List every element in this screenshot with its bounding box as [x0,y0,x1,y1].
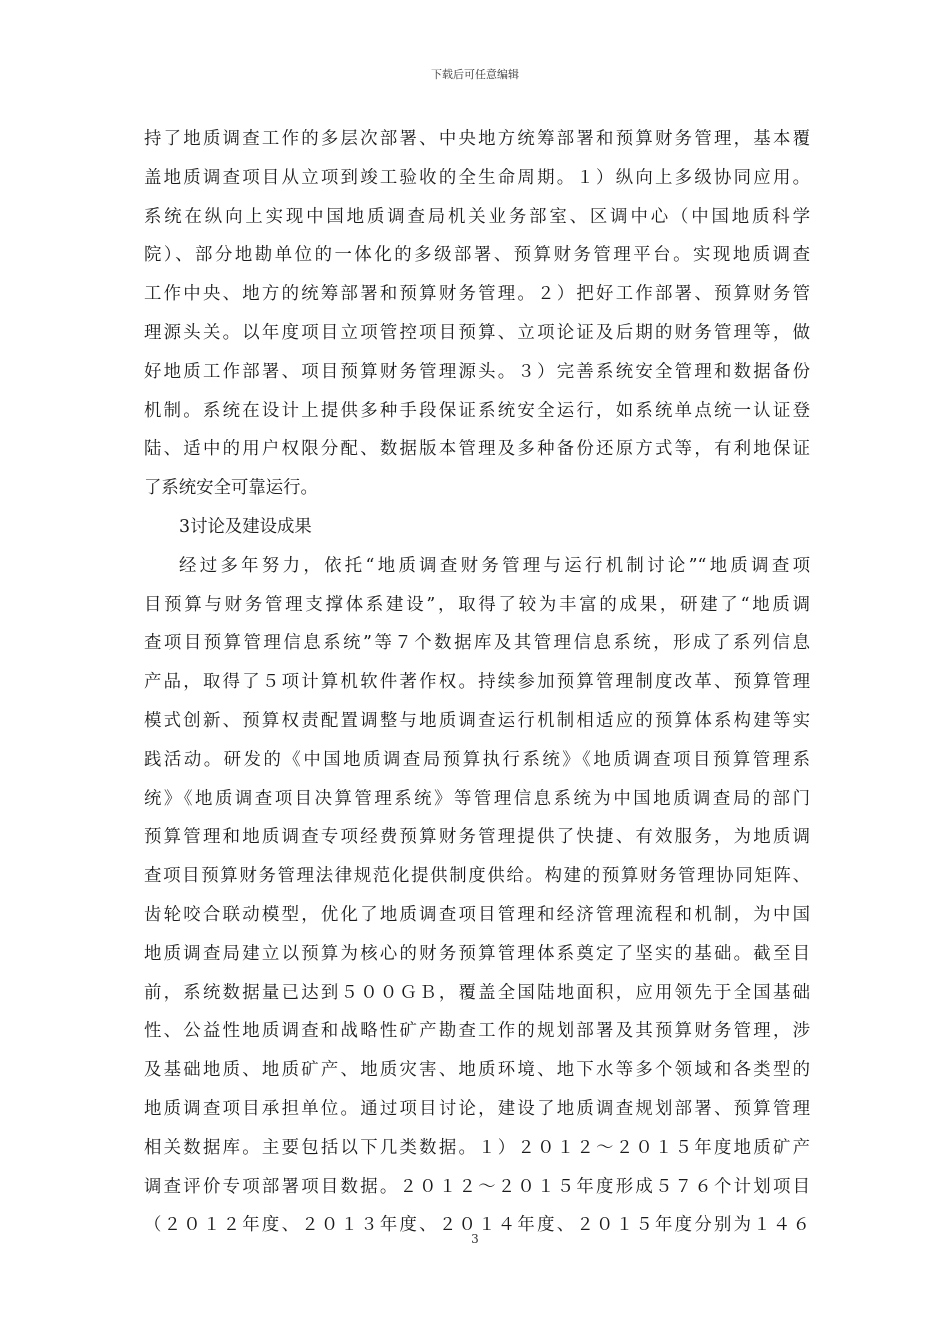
text-line: （２０１２年度、２０１３年度、２０１４年度、２０１５年度分别为１４６ [144,1215,810,1236]
text-line: 齿轮咬合联动模型，优化了地质调查项目管理和经济管理流程和机制，为中国 [144,904,810,925]
text-line: 机制。系统在设计上提供多种手段保证系统安全运行，如系统单点统一认证登 [144,400,810,421]
text-line: 工作中央、地方的统筹部署和预算财务管理。２）把好工作部署、预算财务管 [144,284,810,305]
text-line: 查项目预算管理信息系统”等７个数据库及其管理信息系统，形成了系列信息 [144,633,810,654]
text-line: 好地质工作部署、项目预算财务管理源头。３）完善系统安全管理和数据备份 [144,361,810,382]
text-line: 目预算与财务管理支撑体系建设”，取得了较为丰富的成果，研建了“地质调 [144,594,810,615]
text-line: 相关数据库。主要包括以下几类数据。１）２０１２～２０１５年度地质矿产 [144,1137,810,1158]
text-line: 性、公益性地质调查和战略性矿产勘查工作的规划部署及其预算财务管理，涉 [144,1021,810,1042]
text-line: 产品，取得了５项计算机软件著作权。持续参加预算管理制度改革、预算管理 [144,672,810,693]
text-line: 持了地质调查工作的多层次部署、中央地方统筹部署和预算财务管理，基本覆 [144,129,810,149]
section-heading: 3讨论及建设成果 [179,516,312,537]
paragraph-first-line: 经过多年努力，依托“地质调查财务管理与运行机制讨论”“地质调查项 [179,555,810,576]
text-line: 调查评价专项部署项目数据。２０１２～２０１５年度形成５７６个计划项目 [144,1176,810,1197]
text-line: 盖地质调查项目从立项到竣工验收的全生命周期。１）纵向上多级协同应用。 [144,167,810,188]
text-line: 院）、部分地勘单位的一体化的多级部署、预算财务管理平台。实现地质调查 [144,245,810,266]
text-line: 查项目预算财务管理法律规范化提供制度供给。构建的预算财务管理协同矩阵、 [144,866,810,887]
text-line: 系统在纵向上实现中国地质调查局机关业务部室、区调中心（中国地质科学 [144,206,810,227]
text-line: 预算管理和地质调查专项经费预算财务管理提供了快捷、有效服务，为地质调 [144,827,810,848]
page-number: 3 [471,1232,479,1246]
text-line: 理源头关。以年度项目立项管控项目预算、立项论证及后期的财务管理等，做 [144,322,810,343]
page-header: 下载后可任意编辑 [431,68,519,81]
text-line: 陆、适中的用户权限分配、数据版本管理及多种备份还原方式等，有利地保证 [144,439,810,460]
text-line: 践活动。研发的《中国地质调查局预算执行系统》《地质调查项目预算管理系 [144,749,810,770]
text-line-last: 了系统安全可靠运行。 [144,478,318,499]
text-line: 地质调查项目承担单位。通过项目讨论，建设了地质调查规划部署、预算管理 [144,1098,810,1119]
text-line: 前，系统数据量已达到５００ＧＢ，覆盖全国陆地面积，应用领先于全国基础 [144,982,810,1003]
document-body [144,120,810,1245]
text-line: 统》《地质调查项目决算管理系统》等管理信息系统为中国地质调查局的部门 [144,788,810,809]
text-line: 地质调查局建立以预算为核心的财务预算管理体系奠定了坚实的基础。截至目 [144,943,810,964]
text-line: 及基础地质、地质矿产、地质灾害、地质环境、地下水等多个领域和各类型的 [144,1060,810,1081]
text-line: 模式创新、预算权责配置调整与地质调查运行机制相适应的预算体系构建等实 [144,710,810,731]
